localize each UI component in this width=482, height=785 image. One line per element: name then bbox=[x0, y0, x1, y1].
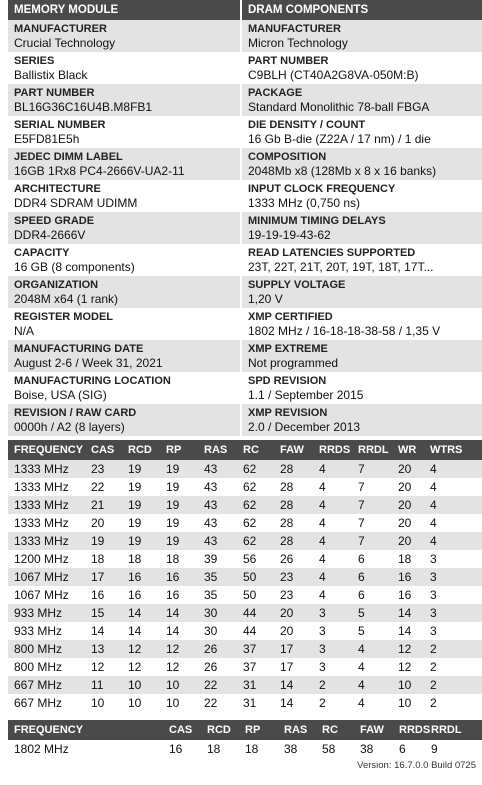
dram-field bbox=[242, 308, 482, 340]
timing-cell: 7 bbox=[358, 516, 365, 530]
module-field-label: REGISTER MODEL bbox=[14, 311, 114, 323]
timing-cell: 12 bbox=[91, 660, 105, 674]
timing-cell: 20 bbox=[280, 624, 294, 638]
table-row bbox=[8, 460, 482, 478]
dram-field-value: 1333 MHz (0,750 ns) bbox=[248, 196, 361, 210]
timing-cell: 15 bbox=[85, 604, 122, 622]
dram-field-label: DIE DENSITY / COUNT bbox=[248, 119, 366, 131]
timing-cell: 22 bbox=[198, 676, 237, 694]
timing-cell: 1333 MHz bbox=[8, 496, 85, 514]
timing-cell: 4 bbox=[319, 552, 326, 566]
module-field bbox=[8, 180, 240, 212]
timing-cell: 44 bbox=[237, 604, 274, 622]
timing-cell: 1067 MHz bbox=[14, 588, 69, 602]
timing-cell: 43 bbox=[204, 480, 218, 494]
timing-cell: 11 bbox=[85, 676, 122, 694]
dram-field-label: COMPOSITION bbox=[248, 151, 327, 163]
version-label: Version: 16.7.0.0 Build 0725 bbox=[357, 760, 476, 771]
module-field-value: DDR4 SDRAM UDIMM bbox=[14, 196, 138, 210]
timing-cell: 12 bbox=[398, 660, 412, 674]
dram-field bbox=[242, 84, 482, 116]
module-field-label: CAPACITY bbox=[14, 247, 70, 259]
timings-column-header: RP bbox=[160, 440, 198, 460]
timing-cell: 19 bbox=[85, 532, 122, 550]
dram-field-label: INPUT CLOCK FREQUENCY bbox=[248, 183, 396, 195]
timing-cell: 800 MHz bbox=[14, 660, 63, 674]
timing-cell: 18 bbox=[398, 552, 412, 566]
timing-cell: 16 bbox=[91, 588, 105, 602]
timing-cell: 16 bbox=[160, 568, 198, 586]
xmp-table bbox=[8, 720, 482, 758]
dram-components-header: DRAM COMPONENTS bbox=[242, 0, 482, 20]
module-field-value: Ballistix Black bbox=[14, 68, 88, 82]
timing-cell: 4 bbox=[352, 676, 392, 694]
timing-cell: 4 bbox=[313, 496, 352, 514]
timing-cell: 12 bbox=[392, 640, 424, 658]
xmp-column-header: FREQUENCY bbox=[8, 720, 163, 740]
dram-field-value: Not programmed bbox=[248, 356, 339, 370]
module-field-value: 2048M x64 (1 rank) bbox=[14, 292, 119, 306]
module-field-label: ARCHITECTURE bbox=[14, 183, 101, 195]
timing-cell: 50 bbox=[237, 568, 274, 586]
timing-cell: 10 bbox=[166, 696, 180, 710]
table-row bbox=[8, 550, 482, 568]
dram-field-label: SUPPLY VOLTAGE bbox=[248, 279, 346, 291]
timing-cell: 14 bbox=[392, 604, 424, 622]
timing-cell: 19 bbox=[128, 480, 142, 494]
module-field bbox=[8, 244, 240, 276]
timings-column-header: RRDS bbox=[313, 440, 352, 460]
timing-cell: 1333 MHz bbox=[8, 532, 85, 550]
memory-module-column bbox=[8, 20, 240, 436]
module-field-label: SERIES bbox=[14, 55, 55, 67]
timing-cell: 43 bbox=[204, 516, 218, 530]
timing-cell: 39 bbox=[204, 552, 218, 566]
timing-cell: 62 bbox=[243, 480, 257, 494]
timing-cell: 933 MHz bbox=[8, 604, 85, 622]
timing-cell: 4 bbox=[313, 532, 352, 550]
dram-field-label: MINIMUM TIMING DELAYS bbox=[248, 215, 386, 227]
timing-cell: 14 bbox=[166, 624, 180, 638]
timing-cell: 12 bbox=[128, 660, 142, 674]
timing-cell: 19 bbox=[160, 496, 198, 514]
timing-cell: 16 bbox=[398, 588, 412, 602]
dram-field bbox=[242, 276, 482, 308]
timing-cell: 20 bbox=[398, 516, 412, 530]
timing-cell: 22 bbox=[91, 480, 105, 494]
dram-field-value: 2.0 / December 2013 bbox=[248, 420, 361, 434]
module-field-label: REVISION / RAW CARD bbox=[14, 407, 137, 419]
dram-field-value: Micron Technology bbox=[248, 36, 348, 50]
table-row bbox=[8, 532, 482, 550]
dram-field-value: C9BLH (CT40A2G8VA-050M:B) bbox=[248, 68, 419, 82]
timing-cell: 10 bbox=[91, 696, 105, 710]
timing-cell: 7 bbox=[352, 532, 392, 550]
timing-cell: 3 bbox=[319, 660, 326, 674]
dram-field-label: PACKAGE bbox=[248, 87, 303, 99]
timing-cell: 16 bbox=[392, 568, 424, 586]
timing-cell: 4 bbox=[319, 480, 326, 494]
module-field bbox=[8, 20, 240, 52]
timing-cell: 19 bbox=[122, 532, 160, 550]
timing-cell: 6 bbox=[358, 552, 365, 566]
timing-cell: 19 bbox=[160, 532, 198, 550]
section-headers bbox=[8, 0, 482, 20]
info-columns bbox=[8, 20, 482, 436]
module-field bbox=[8, 372, 240, 404]
timings-body bbox=[8, 460, 482, 712]
dram-field-value: 23T, 22T, 21T, 20T, 19T, 18T, 17T... bbox=[248, 260, 434, 274]
timing-cell: 16 bbox=[166, 588, 180, 602]
timing-cell: 933 MHz bbox=[14, 624, 63, 638]
timing-cell: 22 bbox=[204, 696, 218, 710]
timing-cell: 2 bbox=[430, 696, 437, 710]
table-row bbox=[8, 694, 482, 712]
timing-cell: 19 bbox=[166, 480, 180, 494]
timing-cell: 26 bbox=[198, 640, 237, 658]
timing-cell: 667 MHz bbox=[8, 676, 85, 694]
timings-column-header: WR bbox=[392, 440, 424, 460]
timing-cell: 2 bbox=[424, 640, 482, 658]
timings-column-header: RAS bbox=[198, 440, 237, 460]
timing-cell: 14 bbox=[122, 604, 160, 622]
timing-cell: 12 bbox=[160, 640, 198, 658]
module-field bbox=[8, 404, 240, 436]
timing-cell: 17 bbox=[280, 660, 294, 674]
timing-cell: 19 bbox=[160, 460, 198, 478]
timing-cell: 30 bbox=[198, 604, 237, 622]
table-row bbox=[8, 676, 482, 694]
timing-cell: 4 bbox=[358, 696, 365, 710]
timing-cell: 18 bbox=[128, 552, 142, 566]
timing-cell: 43 bbox=[198, 532, 237, 550]
module-field bbox=[8, 212, 240, 244]
timings-table bbox=[8, 440, 482, 712]
timings-column-header: RRDL bbox=[352, 440, 392, 460]
xmp-column-header: RP bbox=[239, 720, 278, 740]
module-field bbox=[8, 340, 240, 372]
timing-cell: 19 bbox=[166, 516, 180, 530]
timing-cell: 14 bbox=[398, 624, 412, 638]
timing-cell: 31 bbox=[243, 696, 257, 710]
timing-cell: 37 bbox=[243, 660, 257, 674]
timing-cell: 30 bbox=[204, 624, 218, 638]
timing-cell: 43 bbox=[198, 460, 237, 478]
timing-cell: 37 bbox=[237, 640, 274, 658]
table-row bbox=[8, 478, 482, 496]
module-field bbox=[8, 276, 240, 308]
xmp-column-header: RC bbox=[316, 720, 354, 740]
timing-cell: 44 bbox=[243, 624, 257, 638]
xmp-data-row bbox=[8, 740, 482, 758]
timing-cell: 4 bbox=[424, 532, 482, 550]
timings-column-header: FREQUENCY bbox=[8, 440, 85, 460]
module-field-value: BL16G36C16U4B.M8FB1 bbox=[14, 100, 153, 114]
timing-cell: 62 bbox=[243, 516, 257, 530]
timing-cell: 4 bbox=[352, 640, 392, 658]
module-field-value: August 2-6 / Week 31, 2021 bbox=[14, 356, 163, 370]
timing-cell: 1333 MHz bbox=[14, 480, 69, 494]
timings-column-header: RCD bbox=[122, 440, 160, 460]
table-row bbox=[8, 496, 482, 514]
xmp-column-header: RRDS bbox=[393, 720, 425, 740]
module-field-label: MANUFACTURER bbox=[14, 23, 107, 35]
table-row bbox=[8, 604, 482, 622]
timing-cell: 4 bbox=[358, 660, 365, 674]
timing-cell: 62 bbox=[237, 496, 274, 514]
dram-field bbox=[242, 340, 482, 372]
spd-panel bbox=[8, 0, 482, 771]
dram-field-value: 1802 MHz / 16-18-18-38-58 / 1,35 V bbox=[248, 324, 441, 338]
timing-cell: 3 bbox=[424, 568, 482, 586]
module-field-label: SPEED GRADE bbox=[14, 215, 95, 227]
timing-cell: 800 MHz bbox=[8, 640, 85, 658]
xmp-column-header: FAW bbox=[354, 720, 393, 740]
module-field-value: 16GB 1Rx8 PC4-2666V-UA2-11 bbox=[14, 164, 185, 178]
timing-cell: 1333 MHz bbox=[14, 516, 69, 530]
timing-cell: 14 bbox=[91, 624, 105, 638]
dram-field-label: XMP CERTIFIED bbox=[248, 311, 333, 323]
timing-cell: 16 bbox=[122, 568, 160, 586]
timing-cell: 26 bbox=[204, 660, 218, 674]
timing-cell: 50 bbox=[243, 588, 257, 602]
timing-cell: 17 bbox=[274, 640, 313, 658]
dram-field-label: XMP EXTREME bbox=[248, 343, 328, 355]
timing-cell: 3 bbox=[430, 624, 437, 638]
xmp-cell: 38 bbox=[284, 742, 298, 756]
timing-cell: 21 bbox=[85, 496, 122, 514]
memory-module-header: MEMORY MODULE bbox=[8, 0, 240, 20]
module-field-value: 16 GB (8 components) bbox=[14, 260, 135, 274]
dram-field bbox=[242, 116, 482, 148]
module-field-value: Crucial Technology bbox=[14, 36, 116, 50]
dram-field bbox=[242, 244, 482, 276]
dram-field bbox=[242, 148, 482, 180]
timing-cell: 19 bbox=[122, 460, 160, 478]
dram-field bbox=[242, 52, 482, 84]
timing-cell: 10 bbox=[392, 676, 424, 694]
timing-cell: 3 bbox=[424, 604, 482, 622]
timing-cell: 6 bbox=[358, 588, 365, 602]
timing-cell: 2 bbox=[430, 660, 437, 674]
dram-field bbox=[242, 372, 482, 404]
timing-cell: 18 bbox=[166, 552, 180, 566]
timing-cell: 28 bbox=[274, 496, 313, 514]
module-field-label: JEDEC DIMM LABEL bbox=[14, 151, 123, 163]
timing-cell: 20 bbox=[392, 496, 424, 514]
timing-cell: 14 bbox=[274, 676, 313, 694]
xmp-cell: 58 bbox=[322, 742, 336, 756]
timing-cell: 5 bbox=[358, 624, 365, 638]
module-field-label: MANUFACTURING DATE bbox=[14, 343, 144, 355]
module-field-value: 0000h / A2 (8 layers) bbox=[14, 420, 125, 434]
dram-field bbox=[242, 180, 482, 212]
timing-cell: 10 bbox=[160, 676, 198, 694]
timing-cell: 14 bbox=[128, 624, 142, 638]
timing-cell: 20 bbox=[274, 604, 313, 622]
xmp-cell: 16 bbox=[169, 742, 183, 756]
timings-column-header: RC bbox=[237, 440, 274, 460]
timings-header-row bbox=[8, 440, 482, 460]
timing-cell: 4 bbox=[430, 516, 437, 530]
timing-cell: 4 bbox=[430, 480, 437, 494]
timing-cell: 43 bbox=[198, 496, 237, 514]
timing-cell: 10 bbox=[128, 696, 142, 710]
xmp-cell: 18 bbox=[245, 742, 259, 756]
module-field bbox=[8, 148, 240, 180]
dram-components-column bbox=[242, 20, 482, 436]
timing-cell: 20 bbox=[392, 460, 424, 478]
timing-cell: 20 bbox=[392, 532, 424, 550]
timing-cell: 4 bbox=[319, 588, 326, 602]
xmp-cell: 38 bbox=[360, 742, 374, 756]
timing-cell: 3 bbox=[319, 624, 326, 638]
module-field-label: ORGANIZATION bbox=[14, 279, 99, 291]
module-field-value: Boise, USA (SIG) bbox=[14, 388, 107, 402]
dram-field-value: 1,20 V bbox=[248, 292, 283, 306]
xmp-cell: 18 bbox=[207, 742, 221, 756]
table-row bbox=[8, 568, 482, 586]
dram-field-label: XMP REVISION bbox=[248, 407, 328, 419]
timing-cell: 10 bbox=[122, 676, 160, 694]
xmp-header-row bbox=[8, 720, 482, 740]
timing-cell: 7 bbox=[358, 480, 365, 494]
timing-cell: 5 bbox=[352, 604, 392, 622]
table-row bbox=[8, 622, 482, 640]
timing-cell: 28 bbox=[280, 480, 294, 494]
timing-cell: 1067 MHz bbox=[8, 568, 85, 586]
timing-cell: 4 bbox=[424, 496, 482, 514]
dram-field-value: 16 Gb B-die (Z22A / 17 nm) / 1 die bbox=[248, 132, 431, 146]
timing-cell: 3 bbox=[430, 588, 437, 602]
module-field-label: SERIAL NUMBER bbox=[14, 119, 106, 131]
timing-cell: 4 bbox=[313, 460, 352, 478]
timing-cell: 3 bbox=[313, 604, 352, 622]
dram-field bbox=[242, 20, 482, 52]
timing-cell: 7 bbox=[352, 496, 392, 514]
timing-cell: 13 bbox=[85, 640, 122, 658]
module-field bbox=[8, 308, 240, 340]
timing-cell: 28 bbox=[274, 460, 313, 478]
timing-cell: 2 bbox=[313, 676, 352, 694]
module-field bbox=[8, 84, 240, 116]
timing-cell: 18 bbox=[91, 552, 105, 566]
timing-cell: 6 bbox=[352, 568, 392, 586]
module-field-value: E5FD81E5h bbox=[14, 132, 80, 146]
timing-cell: 56 bbox=[243, 552, 257, 566]
timing-cell: 20 bbox=[398, 480, 412, 494]
timing-cell: 23 bbox=[85, 460, 122, 478]
timing-cell: 14 bbox=[280, 696, 294, 710]
timing-cell: 7 bbox=[352, 460, 392, 478]
xmp-cell: 9 bbox=[431, 742, 438, 756]
timing-cell: 31 bbox=[237, 676, 274, 694]
timing-cell: 4 bbox=[319, 516, 326, 530]
timing-cell: 28 bbox=[280, 516, 294, 530]
timing-cell: 4 bbox=[313, 568, 352, 586]
timings-column-header: FAW bbox=[274, 440, 313, 460]
timing-cell: 20 bbox=[91, 516, 105, 530]
timing-cell: 1333 MHz bbox=[8, 460, 85, 478]
xmp-column-header: RAS bbox=[278, 720, 316, 740]
dram-field-label: SPD REVISION bbox=[248, 375, 327, 387]
timing-cell: 4 bbox=[424, 460, 482, 478]
xmp-column-header: CAS bbox=[163, 720, 201, 740]
timing-cell: 35 bbox=[204, 588, 218, 602]
timing-cell: 28 bbox=[274, 532, 313, 550]
table-row bbox=[8, 640, 482, 658]
timings-column-header: CAS bbox=[85, 440, 122, 460]
module-field bbox=[8, 52, 240, 84]
timing-cell: 19 bbox=[122, 496, 160, 514]
module-field-label: MANUFACTURING LOCATION bbox=[14, 375, 171, 387]
dram-field-value: 2048Mb x8 (128Mb x 8 x 16 banks) bbox=[248, 164, 437, 178]
dram-field bbox=[242, 212, 482, 244]
timing-cell: 26 bbox=[280, 552, 294, 566]
xmp-column-header: RCD bbox=[201, 720, 239, 740]
timing-cell: 10 bbox=[398, 696, 412, 710]
xmp-cell: 1802 MHz bbox=[14, 742, 69, 756]
dram-field-label: MANUFACTURER bbox=[248, 23, 341, 35]
module-field-value: N/A bbox=[14, 324, 35, 338]
xmp-cell: 6 bbox=[399, 742, 406, 756]
timing-cell: 35 bbox=[198, 568, 237, 586]
timing-cell: 2 bbox=[319, 696, 326, 710]
table-row bbox=[8, 658, 482, 676]
timing-cell: 2 bbox=[424, 676, 482, 694]
timing-cell: 19 bbox=[128, 516, 142, 530]
dram-field-label: PART NUMBER bbox=[248, 55, 329, 67]
timing-cell: 23 bbox=[274, 568, 313, 586]
dram-field-value: Standard Monolithic 78-ball FBGA bbox=[248, 100, 430, 114]
timing-cell: 12 bbox=[122, 640, 160, 658]
module-field-value: DDR4-2666V bbox=[14, 228, 86, 242]
timing-cell: 62 bbox=[237, 460, 274, 478]
timing-cell: 17 bbox=[85, 568, 122, 586]
timing-cell: 62 bbox=[237, 532, 274, 550]
module-field-label: PART NUMBER bbox=[14, 87, 95, 99]
dram-field-value: 1.1 / September 2015 bbox=[248, 388, 364, 402]
dram-field-label: READ LATENCIES SUPPORTED bbox=[248, 247, 416, 259]
dram-field-value: 19-19-19-43-62 bbox=[248, 228, 331, 242]
timing-cell: 14 bbox=[160, 604, 198, 622]
timing-cell: 667 MHz bbox=[14, 696, 63, 710]
timing-cell: 3 bbox=[430, 552, 437, 566]
timing-cell: 1200 MHz bbox=[14, 552, 69, 566]
timing-cell: 23 bbox=[280, 588, 294, 602]
timing-cell: 12 bbox=[166, 660, 180, 674]
table-row bbox=[8, 586, 482, 604]
xmp-column-header: RRDL bbox=[425, 720, 482, 740]
dram-field bbox=[242, 404, 482, 436]
table-row bbox=[8, 514, 482, 532]
timing-cell: 16 bbox=[128, 588, 142, 602]
timing-cell: 3 bbox=[313, 640, 352, 658]
timings-column-header: WTRS bbox=[424, 440, 482, 460]
module-field bbox=[8, 116, 240, 148]
